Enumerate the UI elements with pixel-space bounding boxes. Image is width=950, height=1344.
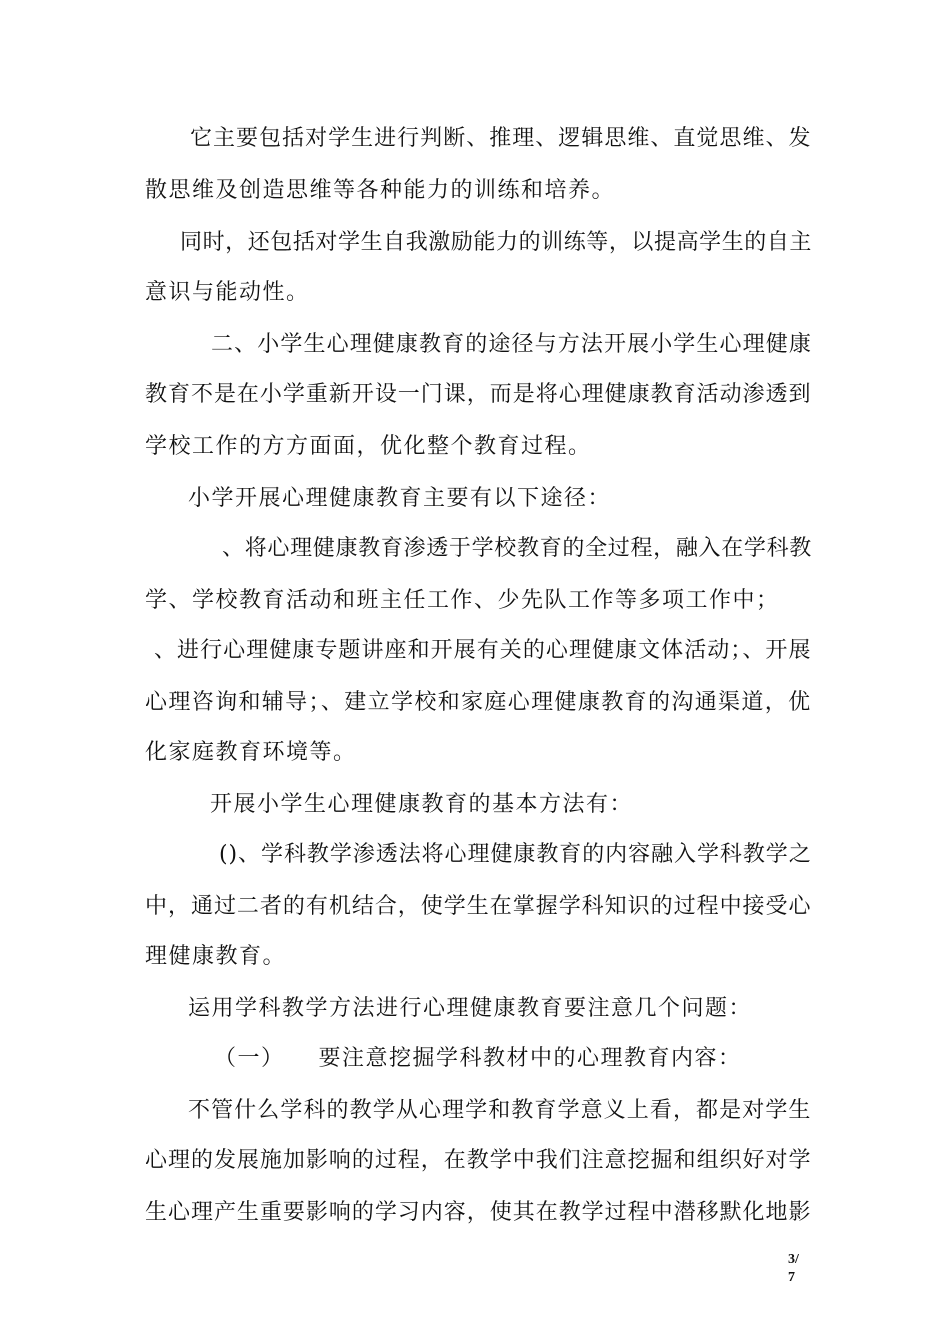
- text-line: 意识与能动性。: [145, 280, 310, 305]
- text-line: 运用学科教学方法进行心理健康教育要注意几个问题：: [188, 996, 753, 1021]
- text-line: 中，通过二者的有机结合，使学生在掌握学科知识的过程中接受心: [145, 894, 812, 919]
- page-number-total: 7: [788, 1270, 795, 1285]
- text-line: 不管什么学科的教学从心理学和教育学意义上看，都是对学生: [188, 1098, 812, 1123]
- text-line: 心理咨询和辅导；、建立学校和家庭心理健康教育的沟通渠道，优: [145, 690, 812, 715]
- text-line: 化家庭教育环境等。: [145, 740, 357, 765]
- text-line: 、进行心理健康专题讲座和开展有关的心理健康文体活动；、开展: [154, 638, 812, 663]
- text-line: 散思维及创造思维等各种能力的训练和培养。: [145, 178, 616, 203]
- text-line: ()、学科教学渗透法将心理健康教育的内容融入学科教学之: [219, 842, 812, 867]
- text-line: 二、小学生心理健康教育的途径与方法开展小学生心理健康: [211, 332, 813, 357]
- text-line: 学校工作的方方面面，优化整个教育过程。: [145, 434, 592, 459]
- text-line: 学、学校教育活动和班主任工作、少先队工作等多项工作中；: [145, 588, 780, 613]
- text-line: 同时，还包括对学生自我激励能力的训练等，以提高学生的自主: [180, 230, 813, 255]
- page-number-current: 3/: [788, 1252, 799, 1267]
- text-line: 、将心理健康教育渗透于学校教育的全过程，融入在学科教: [222, 536, 813, 561]
- text-line: 心理的发展施加影响的过程，在教学中我们注意挖掘和组织好对学: [145, 1148, 812, 1173]
- text-line: 它主要包括对学生进行判断、推理、逻辑思维、直觉思维、发: [190, 126, 812, 151]
- text-line: 生心理产生重要影响的学习内容，使其在教学过程中潜移默化地影: [145, 1200, 812, 1225]
- text-line: 开展小学生心理健康教育的基本方法有：: [210, 792, 634, 817]
- text-line: （一） 要注意挖掘学科教材中的心理教育内容：: [214, 1046, 742, 1071]
- text-line: 小学开展心理健康教育主要有以下途径：: [188, 486, 612, 511]
- text-line: 教育不是在小学重新开设一门课，而是将心理健康教育活动渗透到: [145, 382, 812, 407]
- text-line: 理健康教育。: [145, 944, 287, 969]
